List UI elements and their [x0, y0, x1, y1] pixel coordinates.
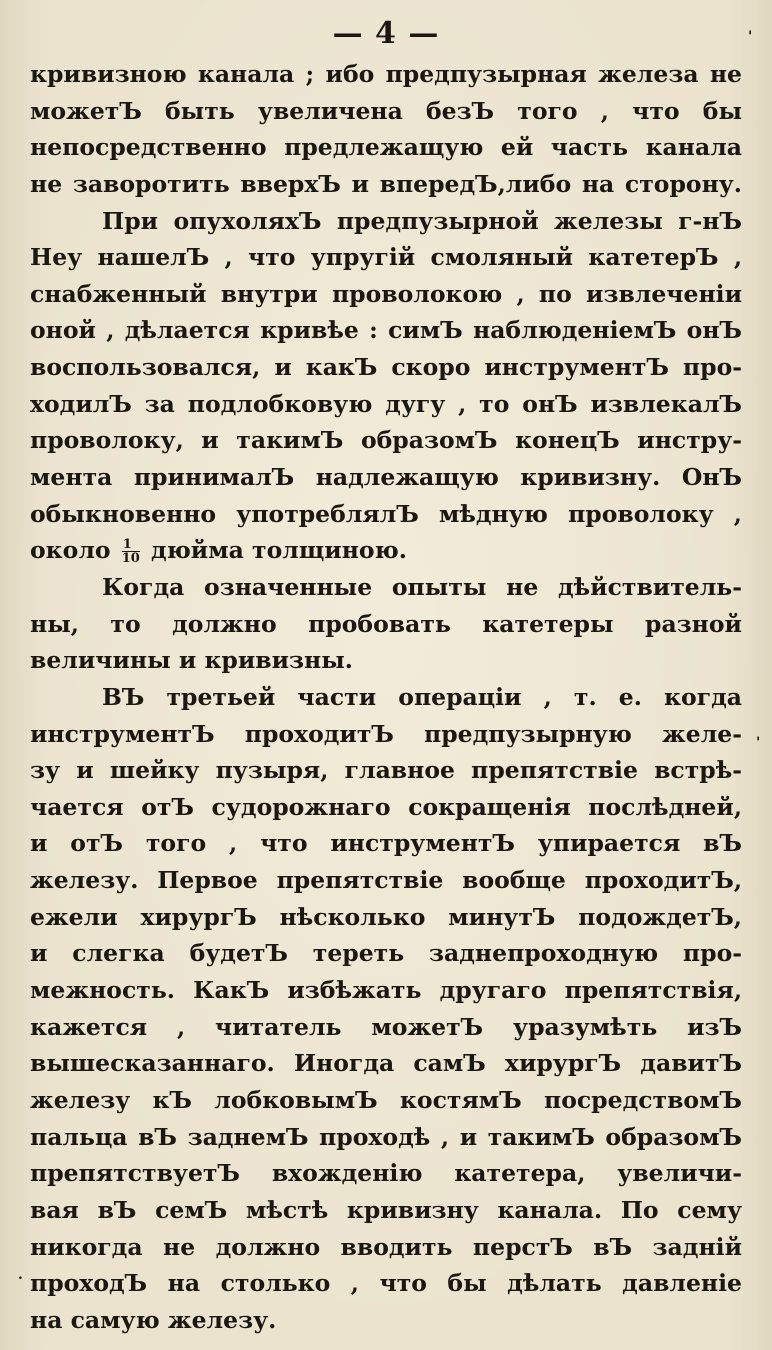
text-line: ежели хирургЪ нѣсколько минутЪ подождетЪ, — [30, 902, 742, 931]
text-line: оной , дѣлается кривѣе : симЪ наблюденіемЪ онЪ — [30, 316, 742, 345]
text-line: чается отЪ судорожнаго сокращенія послѣдней, — [30, 792, 742, 821]
fraction — [122, 538, 140, 565]
text-line: мента принималЪ надлежащую кривизну. ОнЪ — [30, 463, 742, 492]
text-line-with-fraction — [30, 532, 742, 569]
text-line: не заворотить вверхЪ и впередЪ,либо на сторону. — [30, 169, 742, 198]
fraction-line-after: дюйма толщиною. — [151, 536, 407, 565]
text-line: снабженный внутри проволокою , по извлеченіи — [30, 279, 742, 308]
text-line: никогда не должно вводить перстЪ вЪ задній — [30, 1232, 742, 1261]
text-line: кривизною канала ; ибо предпузырная железа не — [30, 60, 742, 88]
text-line: инструментЪ проходитЪ предпузырную желе- — [30, 719, 742, 748]
ink-speck: ' — [748, 29, 753, 45]
text-line: кажется , читатель можетЪ уразумѣть изЪ — [30, 1012, 742, 1041]
text-line: ны, то должно пробовать катетеры разной — [30, 609, 742, 638]
body-text — [30, 56, 742, 1338]
text-line: вышесказаннаго. Иногда самЪ хирургЪ давитЪ — [30, 1049, 742, 1078]
text-line: препятствуетЪ вхожденію катетера, увеличи- — [30, 1159, 742, 1188]
text-line: Когда означенные опыты не дѣйствитель- — [102, 572, 742, 601]
text-line: железу кЪ лобковымЪ костямЪ посредствомЪ — [30, 1085, 742, 1114]
text-line: величины и кривизны. — [30, 646, 353, 675]
text-line: и слегка будетЪ тереть заднепроходную про- — [30, 939, 742, 968]
fraction-numerator: 1 — [122, 538, 140, 552]
text-line: ходилЪ за подлобковую дугу , то онЪ извлекалЪ — [30, 389, 742, 418]
text-line: Неу нашелЪ , что упругій смоляный катетерЪ , — [30, 243, 742, 272]
page-number: — 4 — — [332, 16, 440, 51]
text-line: вая вЪ семЪ мѣстѣ кривизну канала. По сему — [30, 1195, 742, 1224]
ink-speck: ' — [756, 735, 761, 751]
fraction-line-before: около — [30, 536, 111, 565]
text-line: на самую железу. — [30, 1305, 277, 1334]
text-line: железу. Первое препятствіе вообще проходитЪ, — [30, 866, 742, 895]
text-line: ВЪ третьей части операціи , т. е. когда — [102, 682, 742, 711]
text-line: При опухоляхЪ предпузырной железы г-нЪ — [102, 206, 742, 235]
text-line: зу и шейку пузыря, главное препятствіе встрѣ- — [30, 756, 742, 785]
text-line: проволоку, и такимЪ образомЪ конецЪ инстру- — [30, 426, 742, 455]
text-line: обыкновенно употреблялЪ мѣдную проволоку , — [30, 499, 742, 528]
text-line: можетЪ быть увеличена безЪ того , что бы — [30, 96, 742, 125]
text-line: проходЪ на столько , что бы дѣлать давленіе — [30, 1269, 742, 1298]
fraction-denominator: 10 — [121, 551, 140, 567]
text-line: пальца вЪ заднемЪ проходѣ , и такимЪ образомЪ — [30, 1122, 742, 1151]
text-line: непосредственно предлежащую ей часть канала — [30, 133, 742, 162]
ink-speck: . — [18, 1267, 23, 1283]
text-line: и отЪ того , что инструментЪ упирается вЪ — [30, 829, 742, 858]
text-line: воспользовался, и какЪ скоро инструментЪ про- — [30, 353, 742, 382]
text-line: межность. КакЪ избѣжать другаго препятствія, — [30, 976, 742, 1005]
